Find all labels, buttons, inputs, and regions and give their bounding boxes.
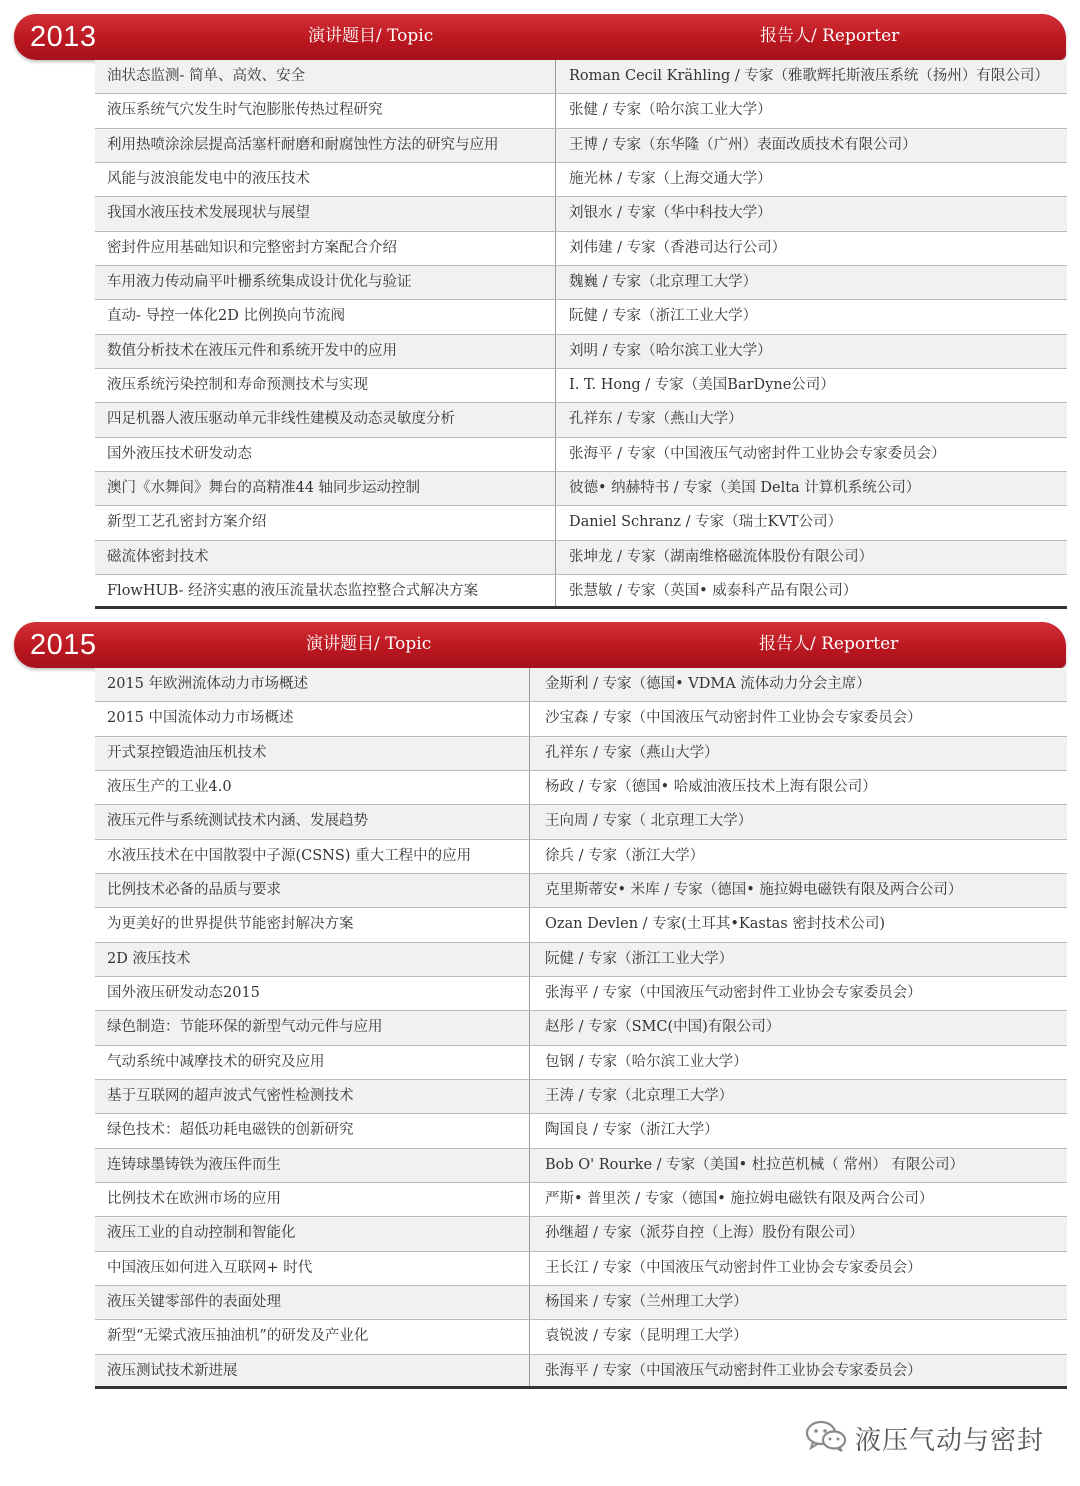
- table-row: [95, 1011, 1067, 1045]
- topic-cell: 液压关键零部件的表面处理: [107, 1293, 281, 1310]
- reporter-cell: Daniel Schranz / 专家（瑞士KVT公司）: [569, 514, 843, 531]
- footer-watermark: [805, 1418, 1044, 1458]
- table-row: [95, 668, 1067, 702]
- column-divider: [555, 163, 556, 196]
- table-row: [95, 403, 1067, 437]
- column-divider: [555, 266, 556, 299]
- column-divider: [555, 94, 556, 127]
- column-divider: [529, 1252, 530, 1285]
- reporter-cell: 王博 / 专家（东华隆（广州）表面改质技术有限公司）: [569, 136, 917, 153]
- reporter-cell: 张健 / 专家（哈尔滨工业大学）: [569, 102, 772, 119]
- topic-cell: 直动- 导控一体化2D 比例换向节流阀: [107, 308, 345, 325]
- topic-cell: 新型“无梁式液压抽油机”的研发及产业化: [107, 1328, 369, 1345]
- topic-cell: 比例技术必备的品质与要求: [107, 881, 281, 898]
- table-row: [95, 300, 1067, 334]
- column-divider: [529, 1149, 530, 1182]
- column-divider: [529, 1183, 530, 1216]
- reporter-column-header: 报告人/ Reporter: [759, 634, 899, 654]
- topic-cell: 水液压技术在中国散裂中子源(CSNS) 重大工程中的应用: [107, 847, 472, 864]
- topic-cell: 利用热喷涂涂层提高活塞杆耐磨和耐腐蚀性方法的研究与应用: [107, 136, 499, 153]
- topic-cell: 气动系统中减摩技术的研究及应用: [107, 1053, 325, 1070]
- topic-cell: 澳门《水舞间》舞台的高精准44 轴同步运动控制: [107, 479, 421, 496]
- column-divider: [529, 840, 530, 873]
- table-row: [95, 1114, 1067, 1148]
- column-divider: [529, 1286, 530, 1319]
- section-year: 2013: [30, 21, 97, 53]
- topic-cell: 中国液压如何进入互联网+ 时代: [107, 1259, 313, 1276]
- table-row: [95, 163, 1067, 197]
- reporter-cell: 赵彤 / 专家（SMC(中国)有限公司）: [545, 1019, 781, 1036]
- column-divider: [555, 60, 556, 93]
- topic-cell: 2015 年欧洲流体动力市场概述: [107, 676, 309, 692]
- reporter-column-header: 报告人/ Reporter: [760, 26, 900, 46]
- section-header: [14, 622, 1066, 668]
- topic-cell: FlowHUB- 经济实惠的液压流量状态监控整合式解决方案: [107, 582, 479, 599]
- topic-cell: 液压系统气穴发生时气泡膨胀传热过程研究: [107, 102, 383, 119]
- reporter-cell: 张慧敏 / 专家（英国• 威泰科产品有限公司）: [569, 582, 858, 599]
- table-row: [95, 1217, 1067, 1251]
- column-divider: [555, 335, 556, 368]
- reporter-cell: 陶国良 / 专家（浙江大学）: [545, 1122, 719, 1139]
- reporter-cell: 阮健 / 专家（浙江工业大学）: [569, 308, 758, 325]
- reporter-cell: 孔祥东 / 专家（燕山大学）: [545, 744, 719, 761]
- reporter-cell: 沙宝森 / 专家（中国液压气动密封件工业协会专家委员会）: [545, 710, 922, 727]
- topic-cell: 密封件应用基础知识和完整密封方案配合介绍: [107, 239, 397, 256]
- topic-cell: 绿色技术：超低功耗电磁铁的创新研究: [107, 1122, 354, 1139]
- column-divider: [555, 300, 556, 333]
- table-row: [95, 702, 1067, 736]
- column-divider: [555, 403, 556, 436]
- table-row: [95, 1355, 1067, 1389]
- reporter-cell: 袁锐波 / 专家（昆明理工大学）: [545, 1328, 748, 1345]
- table-row: [95, 943, 1067, 977]
- table-row: [95, 129, 1067, 163]
- schedule-table: [95, 668, 1067, 1389]
- table-row: [95, 232, 1067, 266]
- table-row: [95, 369, 1067, 403]
- topic-cell: 基于互联网的超声波式气密性检测技术: [107, 1087, 354, 1104]
- table-row: [95, 1183, 1067, 1217]
- column-divider: [529, 943, 530, 976]
- reporter-cell: 王长江 / 专家（中国液压气动密封件工业协会专家委员会）: [545, 1259, 922, 1276]
- table-row: [95, 472, 1067, 506]
- table-row: [95, 335, 1067, 369]
- reporter-cell: 张海平 / 专家（中国液压气动密封件工业协会专家委员会）: [569, 445, 946, 462]
- column-divider: [529, 1011, 530, 1044]
- reporter-cell: 王向周 / 专家（ 北京理工大学）: [545, 813, 753, 830]
- reporter-cell: 徐兵 / 专家（浙江大学）: [545, 847, 705, 864]
- topic-cell: 油状态监测- 简单、高效、安全: [107, 68, 306, 84]
- reporter-cell: 严斯• 普里茨 / 专家（德国• 施拉姆电磁铁有限及两合公司）: [545, 1190, 934, 1207]
- reporter-cell: 王涛 / 专家（北京理工大学）: [545, 1087, 734, 1104]
- table-row: [95, 541, 1067, 575]
- table-row: [95, 908, 1067, 942]
- topic-cell: 绿色制造：节能环保的新型气动元件与应用: [107, 1019, 383, 1036]
- section-2015: [0, 622, 1080, 1379]
- table-row: [95, 575, 1067, 609]
- reporter-cell: Roman Cecil Krähling / 专家（雅歌辉托斯液压系统（扬州）有限公司）: [569, 68, 1049, 84]
- reporter-cell: 包钢 / 专家（哈尔滨工业大学）: [545, 1053, 748, 1070]
- column-divider: [529, 977, 530, 1010]
- column-divider: [529, 771, 530, 804]
- column-divider: [555, 197, 556, 230]
- brand-name: 液压气动与密封: [854, 1425, 1044, 1456]
- table-row: [95, 805, 1067, 839]
- reporter-cell: 阮健 / 专家（浙江工业大学）: [545, 950, 734, 967]
- table-row: [95, 60, 1067, 94]
- column-divider: [529, 908, 530, 941]
- reporter-cell: 刘伟建 / 专家（香港司达行公司）: [569, 239, 787, 256]
- table-row: [95, 1286, 1067, 1320]
- reporter-cell: 张坤龙 / 专家（湖南维格磁流体股份有限公司）: [569, 548, 874, 565]
- reporter-cell: 施光林 / 专家（上海交通大学）: [569, 170, 772, 187]
- column-divider: [555, 506, 556, 539]
- schedule-table: [95, 60, 1067, 609]
- topic-column-header: 演讲题目/ Topic: [306, 634, 432, 654]
- topic-cell: 液压生产的工业4.0: [107, 778, 232, 795]
- reporter-cell: 孙继超 / 专家（派芬自控（上海）股份有限公司）: [545, 1225, 864, 1242]
- topic-cell: 液压工业的自动控制和智能化: [107, 1225, 296, 1242]
- reporter-cell: 杨政 / 专家（德国• 哈威油液压技术上海有限公司）: [545, 778, 877, 795]
- column-divider: [529, 1217, 530, 1250]
- topic-cell: 液压测试技术新进展: [107, 1362, 238, 1379]
- reporter-cell: 张海平 / 专家（中国液压气动密封件工业协会专家委员会）: [545, 1362, 922, 1379]
- column-divider: [529, 1080, 530, 1113]
- column-divider: [555, 129, 556, 162]
- topic-cell: 磁流体密封技术: [107, 548, 209, 565]
- section-2013: [0, 14, 1080, 599]
- table-row: [95, 1320, 1067, 1354]
- topic-cell: 车用液力传动扁平叶栅系统集成设计优化与验证: [107, 273, 412, 290]
- topic-cell: 风能与波浪能发电中的液压技术: [107, 170, 310, 187]
- reporter-cell: 克里斯蒂安• 米库 / 专家（德国• 施拉姆电磁铁有限及两合公司）: [545, 881, 963, 898]
- column-divider: [529, 668, 530, 701]
- reporter-cell: 刘银水 / 专家（华中科技大学）: [569, 205, 772, 222]
- topic-cell: 数值分析技术在液压元件和系统开发中的应用: [107, 342, 397, 359]
- reporter-cell: 魏巍 / 专家（北京理工大学）: [569, 273, 758, 290]
- table-row: [95, 438, 1067, 472]
- table-row: [95, 1149, 1067, 1183]
- column-divider: [529, 1046, 530, 1079]
- reporter-cell: 杨国来 / 专家（兰州理工大学）: [545, 1293, 748, 1310]
- column-divider: [529, 1355, 530, 1386]
- table-row: [95, 874, 1067, 908]
- section-header: [14, 14, 1066, 60]
- column-divider: [555, 541, 556, 574]
- column-divider: [555, 472, 556, 505]
- topic-cell: 液压元件与系统测试技术内涵、发展趋势: [107, 813, 368, 830]
- table-row: [95, 197, 1067, 231]
- reporter-cell: Bob O' Rourke / 专家（美国• 杜拉芭机械（ 常州） 有限公司）: [545, 1156, 965, 1173]
- table-row: [95, 1252, 1067, 1286]
- topic-cell: 四足机器人液压驱动单元非线性建模及动态灵敏度分析: [107, 411, 455, 428]
- table-row: [95, 977, 1067, 1011]
- column-divider: [555, 575, 556, 606]
- table-row: [95, 1080, 1067, 1114]
- table-row: [95, 266, 1067, 300]
- column-divider: [529, 1114, 530, 1147]
- topic-cell: 我国水液压技术发展现状与展望: [107, 205, 310, 222]
- column-divider: [529, 805, 530, 838]
- column-divider: [529, 702, 530, 735]
- reporter-cell: 金斯利 / 专家（德国• VDMA 流体动力分会主席）: [545, 676, 871, 692]
- topic-cell: 开式泵控锻造油压机技术: [107, 744, 267, 761]
- column-divider: [555, 369, 556, 402]
- reporter-cell: 彼德• 纳赫特书 / 专家（美国 Delta 计算机系统公司）: [569, 479, 921, 496]
- topic-column-header: 演讲题目/ Topic: [308, 26, 434, 46]
- reporter-cell: I. T. Hong / 专家（美国BarDyne公司）: [569, 376, 835, 393]
- topic-cell: 连铸球墨铸铁为液压件而生: [107, 1156, 281, 1173]
- table-row: [95, 506, 1067, 540]
- topic-cell: 比例技术在欧洲市场的应用: [107, 1190, 281, 1207]
- topic-cell: 国外液压技术研发动态: [107, 445, 252, 462]
- topic-cell: 2D 液压技术: [107, 950, 191, 967]
- column-divider: [555, 232, 556, 265]
- column-divider: [529, 737, 530, 770]
- section-year: 2015: [30, 629, 97, 661]
- table-row: [95, 737, 1067, 771]
- topic-cell: 为更美好的世界提供节能密封解决方案: [107, 916, 354, 933]
- reporter-cell: 刘明 / 专家（哈尔滨工业大学）: [569, 342, 772, 359]
- topic-cell: 国外液压研发动态2015: [107, 984, 260, 1001]
- reporter-cell: Ozan Devlen / 专家(土耳其•Kastas 密封技术公司): [545, 916, 885, 933]
- column-divider: [529, 1320, 530, 1353]
- topic-cell: 2015 中国流体动力市场概述: [107, 710, 294, 727]
- table-row: [95, 94, 1067, 128]
- topic-cell: 新型工艺孔密封方案介绍: [107, 514, 267, 531]
- topic-cell: 液压系统污染控制和寿命预测技术与实现: [107, 376, 368, 393]
- table-row: [95, 1046, 1067, 1080]
- column-divider: [555, 438, 556, 471]
- reporter-cell: 张海平 / 专家（中国液压气动密封件工业协会专家委员会）: [545, 984, 922, 1001]
- column-divider: [529, 874, 530, 907]
- table-row: [95, 771, 1067, 805]
- table-row: [95, 840, 1067, 874]
- wechat-icon: [805, 1419, 847, 1457]
- reporter-cell: 孔祥东 / 专家（燕山大学）: [569, 411, 743, 428]
